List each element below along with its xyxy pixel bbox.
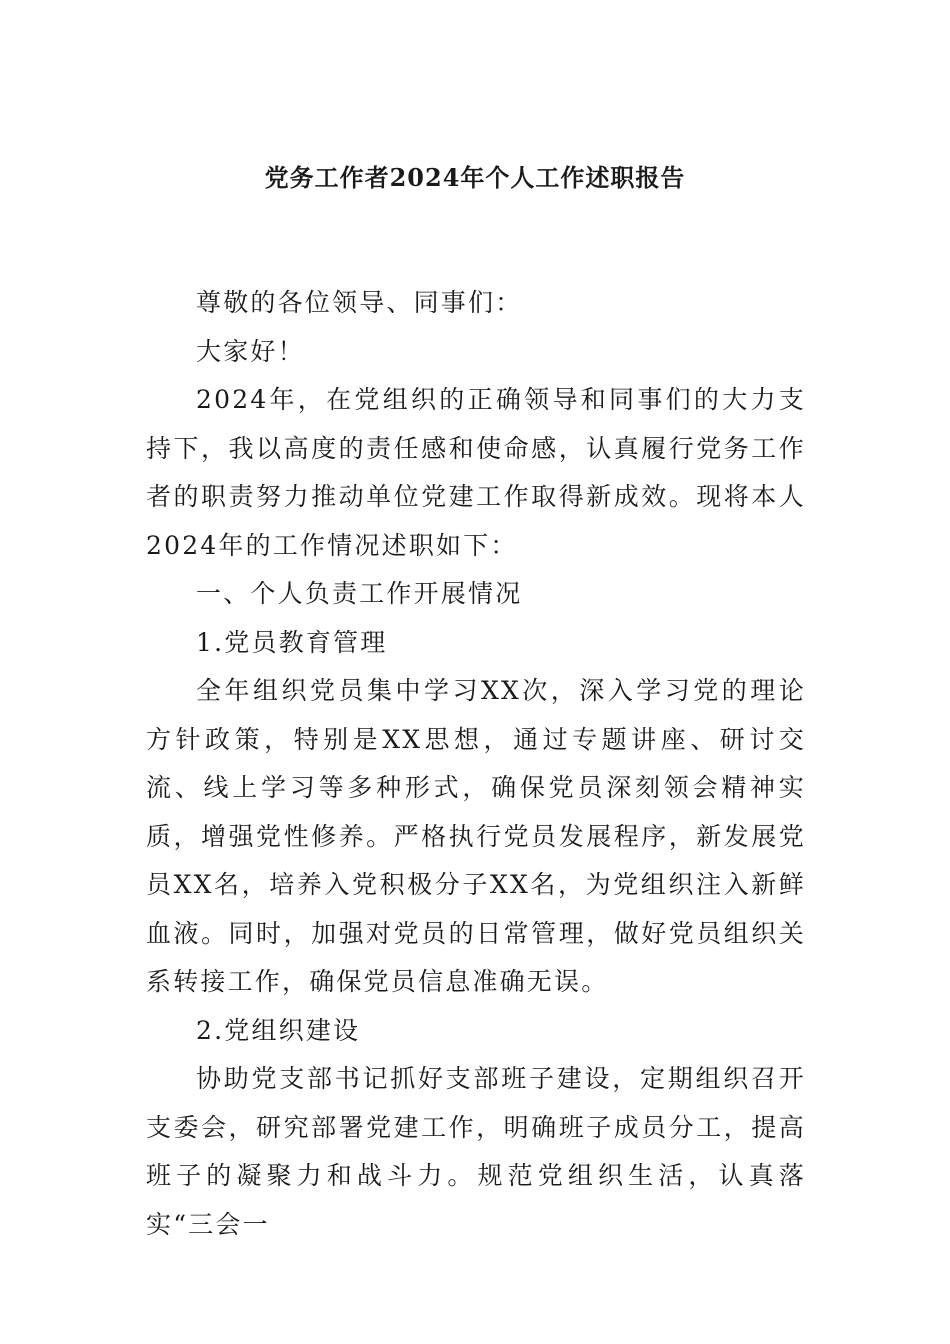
- greeting-paragraph: 大家好！: [196, 336, 305, 366]
- salutation-paragraph: 尊敬的各位领导、同事们：: [196, 288, 523, 317]
- intro-paragraph: 2024年，在党组织的正确领导和同事们的大力支持下，我以高度的责任感和使命感，认真履行党务工作者的职责努力推动单位党建工作取得新成效。现将本人2024年的工作情况述职如下：: [146, 385, 806, 560]
- subsection-heading-2: 2.党组织建设: [196, 1015, 361, 1045]
- subsection-heading-1: 1.党员教育管理: [196, 627, 388, 657]
- document-title: 党务工作者2024年个人工作述职报告: [264, 163, 686, 192]
- section-heading: 一、个人负责工作开展情况: [196, 579, 523, 608]
- document-body: [146, 279, 806, 1249]
- body-paragraph-1: 全年组织党员集中学习XX次，深入学习党的理论方针政策，特别是XX思想，通过专题讲座、研讨交流、线上学习等多种形式，确保党员深刻领会精神实质，增强党性修养。严格执行党员发展程序，新发展党员XX名，培养入党积极分子XX名，为党组织注入新鲜血液。同时，加强对党员的日常管理，做好党员组织关系转接工作，确保党员信息准确无误。: [146, 676, 806, 996]
- body-paragraph-2: 协助党支部书记抓好支部班子建设，定期组织召开支委会，研究部署党建工作，明确班子成员分工，提高班子的凝聚力和战斗力。规范党组织生活，认真落实“三会一: [146, 1064, 806, 1239]
